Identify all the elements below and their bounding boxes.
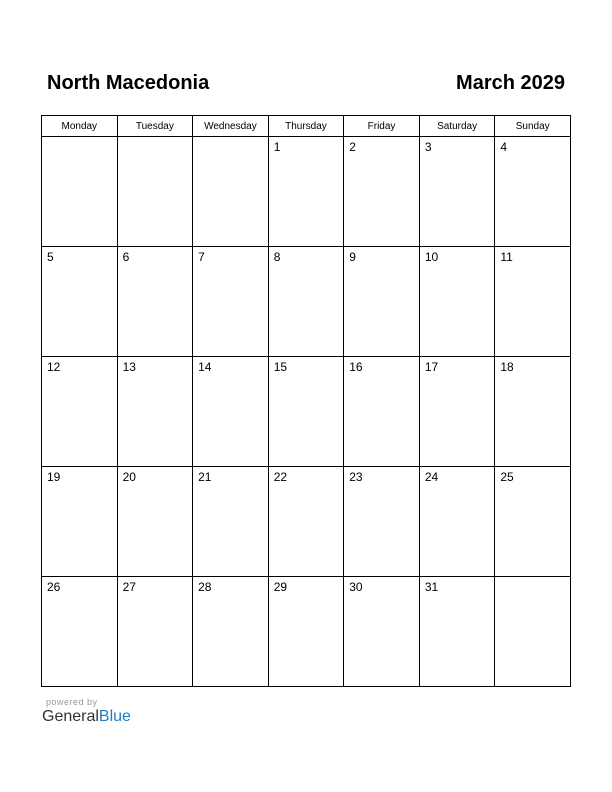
day-cell bbox=[344, 467, 420, 577]
day-cell bbox=[193, 357, 269, 467]
day-number: 29 bbox=[273, 580, 288, 594]
day-cell bbox=[268, 467, 344, 577]
country-title: North Macedonia bbox=[47, 72, 210, 94]
day-cell bbox=[42, 467, 118, 577]
powered-by-text: powered by bbox=[46, 697, 98, 707]
day-number: 21 bbox=[198, 470, 212, 484]
weekday-tuesday: Tuesday bbox=[117, 116, 193, 137]
day-cell bbox=[193, 467, 269, 577]
day-cell bbox=[42, 247, 118, 357]
day-number bbox=[42, 137, 117, 140]
week-row bbox=[42, 467, 571, 577]
day-cell bbox=[42, 577, 118, 687]
weekday-monday: Monday bbox=[42, 116, 118, 137]
day-cell bbox=[268, 357, 344, 467]
day-number: 7 bbox=[198, 250, 205, 264]
weekday-sunday: Sunday bbox=[495, 116, 571, 137]
calendar-grid bbox=[41, 115, 571, 687]
weekday-wednesday: Wednesday bbox=[193, 116, 269, 137]
weekday-saturday: Saturday bbox=[419, 116, 495, 137]
day-number: 4 bbox=[500, 140, 508, 154]
day-cell bbox=[344, 137, 420, 247]
day-number: 8 bbox=[273, 250, 281, 264]
day-number bbox=[193, 137, 268, 140]
day-cell bbox=[344, 577, 420, 687]
weekday-friday: Friday bbox=[344, 116, 420, 137]
day-number: 25 bbox=[500, 470, 514, 484]
month-title: March 2029 bbox=[456, 72, 565, 94]
day-cell bbox=[117, 137, 193, 247]
day-number: 27 bbox=[122, 580, 136, 594]
day-cell bbox=[419, 577, 495, 687]
day-cell bbox=[193, 577, 269, 687]
day-cell bbox=[419, 357, 495, 467]
day-number: 20 bbox=[122, 470, 136, 484]
day-cell bbox=[419, 467, 495, 577]
day-cell bbox=[268, 577, 344, 687]
day-number: 3 bbox=[424, 140, 432, 154]
day-number: 17 bbox=[424, 360, 439, 374]
day-number bbox=[495, 577, 570, 580]
day-cell bbox=[193, 137, 269, 247]
day-cell bbox=[117, 357, 193, 467]
day-number: 18 bbox=[500, 360, 514, 374]
day-number: 13 bbox=[122, 360, 136, 374]
day-number: 16 bbox=[349, 360, 363, 374]
day-number: 26 bbox=[47, 580, 61, 594]
day-cell bbox=[419, 137, 495, 247]
day-number: 30 bbox=[349, 580, 363, 594]
week-row bbox=[42, 577, 571, 687]
day-number: 23 bbox=[349, 470, 363, 484]
day-number: 19 bbox=[47, 470, 61, 484]
day-cell bbox=[268, 137, 344, 247]
day-cell bbox=[495, 577, 571, 687]
day-number: 31 bbox=[424, 580, 439, 594]
day-cell bbox=[117, 577, 193, 687]
day-cell bbox=[193, 247, 269, 357]
day-number: 11 bbox=[500, 250, 513, 264]
day-number: 10 bbox=[424, 250, 439, 264]
brand-name-general: General bbox=[42, 708, 99, 725]
day-cell bbox=[344, 357, 420, 467]
day-number: 9 bbox=[349, 250, 356, 264]
day-number: 22 bbox=[273, 470, 288, 484]
brand-logo[interactable] bbox=[42, 708, 131, 726]
day-number bbox=[118, 137, 193, 140]
day-number: 6 bbox=[122, 250, 130, 264]
brand-name-blue: Blue bbox=[98, 708, 131, 725]
day-cell bbox=[495, 247, 571, 357]
day-number: 14 bbox=[198, 360, 212, 374]
day-cell bbox=[42, 137, 118, 247]
weekday-thursday: Thursday bbox=[268, 116, 344, 137]
week-row bbox=[42, 357, 571, 467]
day-cell bbox=[419, 247, 495, 357]
day-cell bbox=[268, 247, 344, 357]
day-cell bbox=[495, 467, 571, 577]
week-row bbox=[42, 137, 571, 247]
day-number: 5 bbox=[47, 250, 54, 264]
day-number: 15 bbox=[273, 360, 288, 374]
weekday-header-row bbox=[42, 116, 571, 137]
day-cell bbox=[42, 357, 118, 467]
day-number: 2 bbox=[349, 140, 356, 154]
day-cell bbox=[117, 467, 193, 577]
day-cell bbox=[495, 357, 571, 467]
day-number: 24 bbox=[424, 470, 439, 484]
day-cell bbox=[495, 137, 571, 247]
day-number: 12 bbox=[47, 360, 61, 374]
day-number: 28 bbox=[198, 580, 212, 594]
day-cell bbox=[117, 247, 193, 357]
week-row bbox=[42, 247, 571, 357]
day-number: 1 bbox=[273, 140, 281, 154]
day-cell bbox=[344, 247, 420, 357]
